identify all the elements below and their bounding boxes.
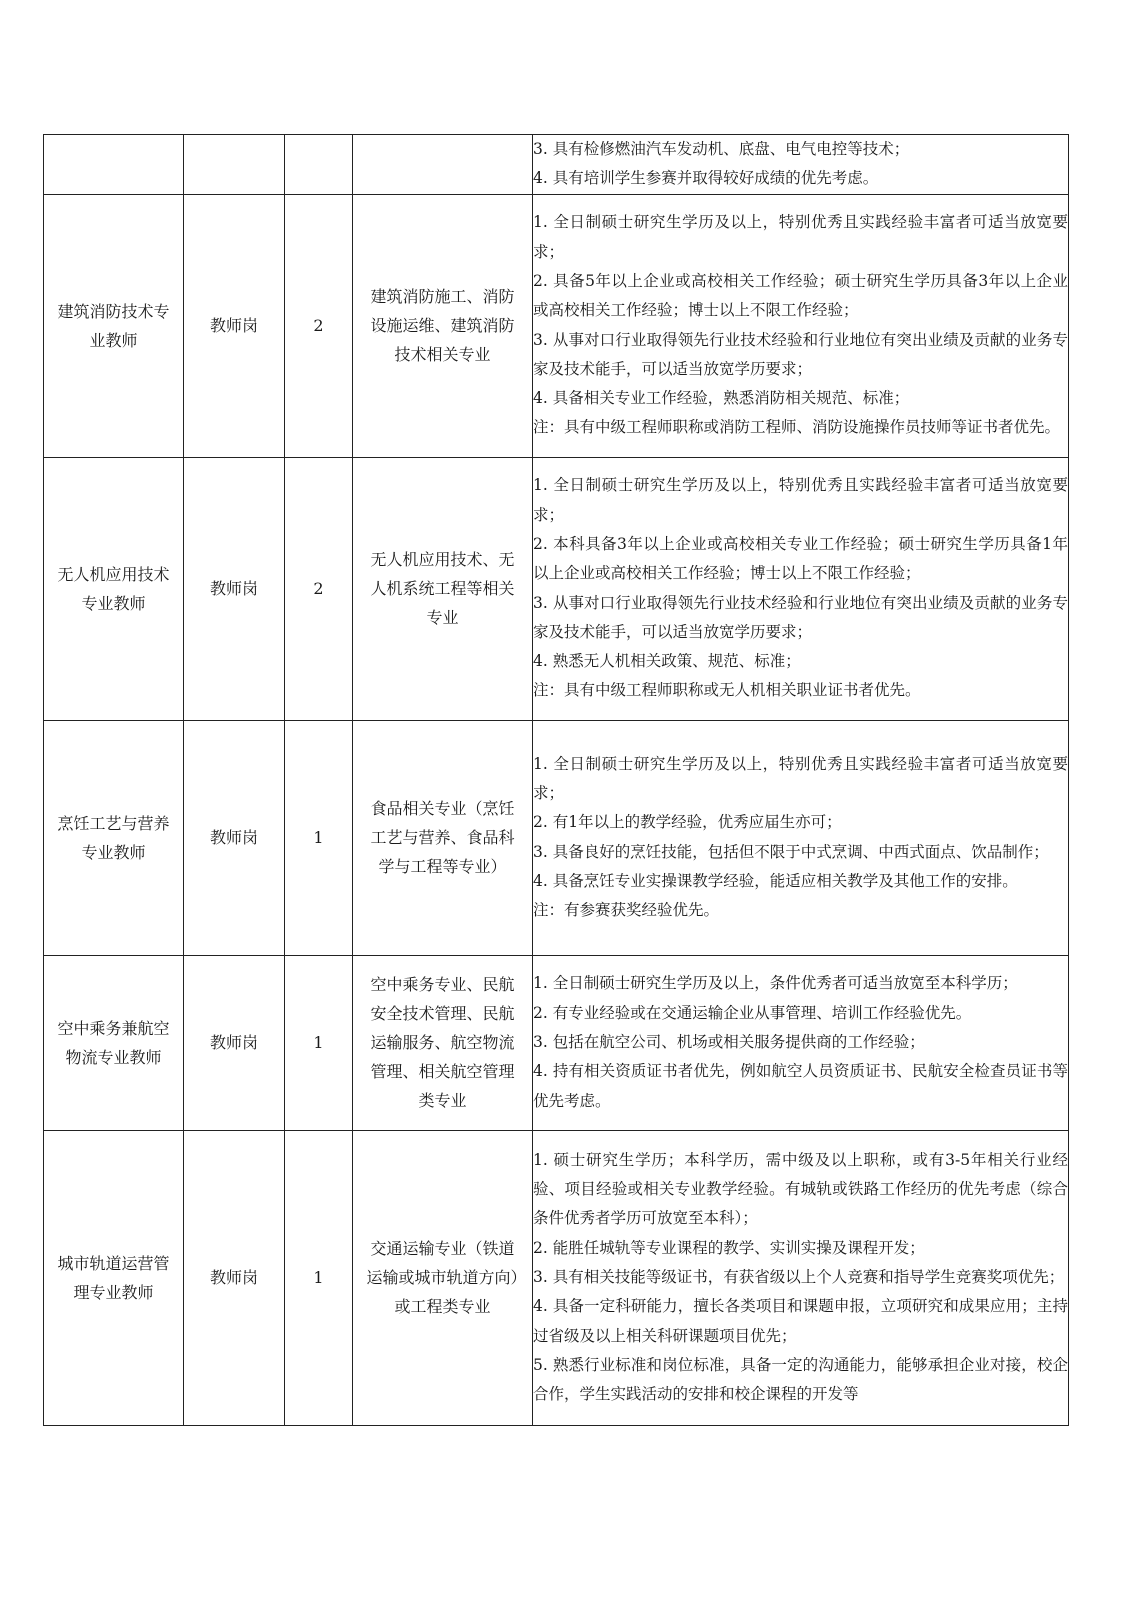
requirement-item: 3. 包括在航空公司、机场或相关服务提供商的工作经验； [533, 1032, 925, 1051]
table-row [44, 720, 1069, 955]
requirement-item: 1. 全日制硕士研究生学历及以上，特别优秀且实践经验丰富者可适当放宽要求； [533, 213, 1068, 261]
major-cell: 食品相关专业（烹饪工艺与营养、食品科学与工程等专业） [353, 720, 533, 955]
post-type-cell: 教师岗 [184, 457, 285, 720]
headcount-cell: 1 [285, 720, 353, 955]
requirement-item: 4. 具有培训学生参赛并取得较好成绩的优先考虑。 [533, 169, 879, 188]
position-cell [44, 135, 184, 195]
major-cell: 无人机应用技术、无人机系统工程等相关专业 [353, 457, 533, 720]
major-cell: 交通运输专业（铁道运输或城市轨道方向）或工程类专业 [353, 1130, 533, 1425]
requirements-cell [533, 720, 1069, 955]
major-cell [353, 135, 533, 195]
requirement-item: 2. 有1年以上的教学经验，优秀应届生亦可； [533, 813, 842, 832]
requirement-item: 2. 有专业经验或在交通运输企业从事管理、培训工作经验优先。 [533, 1003, 972, 1022]
requirement-item: 4. 具备烹饪专业实操课教学经验，能适应相关教学及其他工作的安排。 [533, 871, 1018, 890]
headcount-cell [285, 135, 353, 195]
post-type-cell [184, 135, 285, 195]
requirement-note: 注：具有中级工程师职称或消防工程师、消防设施操作员技师等证书者优先。 [533, 418, 1061, 437]
requirement-note: 注：具有中级工程师职称或无人机相关职业证书者优先。 [533, 681, 921, 700]
requirements-cell [533, 135, 1069, 195]
headcount-cell: 1 [285, 1130, 353, 1425]
position-cell: 无人机应用技术专业教师 [44, 457, 184, 720]
table-row [44, 1130, 1069, 1425]
table-row [44, 194, 1069, 457]
recruitment-table [43, 134, 1069, 1426]
requirement-item: 4. 熟悉无人机相关政策、规范、标准； [533, 652, 801, 671]
post-type-cell: 教师岗 [184, 720, 285, 955]
headcount-cell: 2 [285, 194, 353, 457]
requirement-item: 2. 本科具备3年以上企业或高校相关专业工作经验；硕士研究生学历具备1年以上企业或高校相关工作经验；博士以上不限工作经验； [533, 535, 1068, 583]
requirement-item: 4. 具备一定科研能力，擅长各类项目和课题申报，立项研究和成果应用；主持过省级及以上相关科研课题项目优先； [533, 1297, 1068, 1345]
requirement-item: 4. 持有相关资质证书者优先，例如航空人员资质证书、民航安全检查员证书等优先考虑。 [533, 1062, 1068, 1110]
table-row [44, 457, 1069, 720]
requirements-cell [533, 1130, 1069, 1425]
requirement-item: 1. 硕士研究生学历；本科学历，需中级及以上职称，或有3-5年相关行业经验、项目经验或相关专业教学经验。有城轨或铁路工作经历的优先考虑（综合条件优秀者学历可放宽至本科）； [533, 1150, 1068, 1228]
requirement-item: 3. 从事对口行业取得领先行业技术经验和行业地位有突出业绩及贡献的业务专家及技术能手，可以适当放宽学历要求； [533, 330, 1068, 378]
major-cell: 空中乘务专业、民航安全技术管理、民航运输服务、航空物流管理、相关航空管理类专业 [353, 955, 533, 1130]
requirement-item: 3. 从事对口行业取得领先行业技术经验和行业地位有突出业绩及贡献的业务专家及技术能手，可以适当放宽学历要求； [533, 593, 1068, 641]
major-cell: 建筑消防施工、消防设施运维、建筑消防技术相关专业 [353, 194, 533, 457]
position-cell: 建筑消防技术专业教师 [44, 194, 184, 457]
post-type-cell: 教师岗 [184, 955, 285, 1130]
table-row [44, 135, 1069, 195]
headcount-cell: 1 [285, 955, 353, 1130]
position-cell: 烹饪工艺与营养专业教师 [44, 720, 184, 955]
requirement-item: 3. 具备良好的烹饪技能，包括但不限于中式烹调、中西式面点、饮品制作； [533, 842, 1049, 861]
requirement-item: 3. 具有相关技能等级证书，有获省级以上个人竞赛和指导学生竞赛奖项优先； [533, 1267, 1065, 1286]
post-type-cell: 教师岗 [184, 194, 285, 457]
requirement-item: 1. 全日制硕士研究生学历及以上，特别优秀且实践经验丰富者可适当放宽要求； [533, 476, 1068, 524]
requirements-cell [533, 955, 1069, 1130]
requirement-item: 2. 具备5年以上企业或高校相关工作经验；硕士研究生学历具备3年以上企业或高校相关工作经验；博士以上不限工作经验； [533, 272, 1068, 320]
position-cell: 城市轨道运营管理专业教师 [44, 1130, 184, 1425]
requirement-item: 1. 全日制硕士研究生学历及以上，条件优秀者可适当放宽至本科学历； [533, 974, 1018, 993]
requirement-item: 3. 具有检修燃油汽车发动机、底盘、电气电控等技术； [533, 140, 910, 158]
requirement-note: 注：有参赛获奖经验优先。 [533, 901, 720, 920]
requirement-item: 4. 具备相关专业工作经验，熟悉消防相关规范、标准； [533, 389, 910, 408]
requirements-cell [533, 457, 1069, 720]
post-type-cell: 教师岗 [184, 1130, 285, 1425]
requirement-item: 2. 能胜任城轨等专业课程的教学、实训实操及课程开发； [533, 1238, 925, 1257]
position-cell: 空中乘务兼航空物流专业教师 [44, 955, 184, 1130]
table-row [44, 955, 1069, 1130]
requirement-item: 1. 全日制硕士研究生学历及以上，特别优秀且实践经验丰富者可适当放宽要求； [533, 754, 1068, 802]
headcount-cell: 2 [285, 457, 353, 720]
requirements-cell [533, 194, 1069, 457]
requirement-item: 5. 熟悉行业标准和岗位标准，具备一定的沟通能力，能够承担企业对接，校企合作，学生实践活动的安排和校企课程的开发等 [533, 1355, 1068, 1404]
